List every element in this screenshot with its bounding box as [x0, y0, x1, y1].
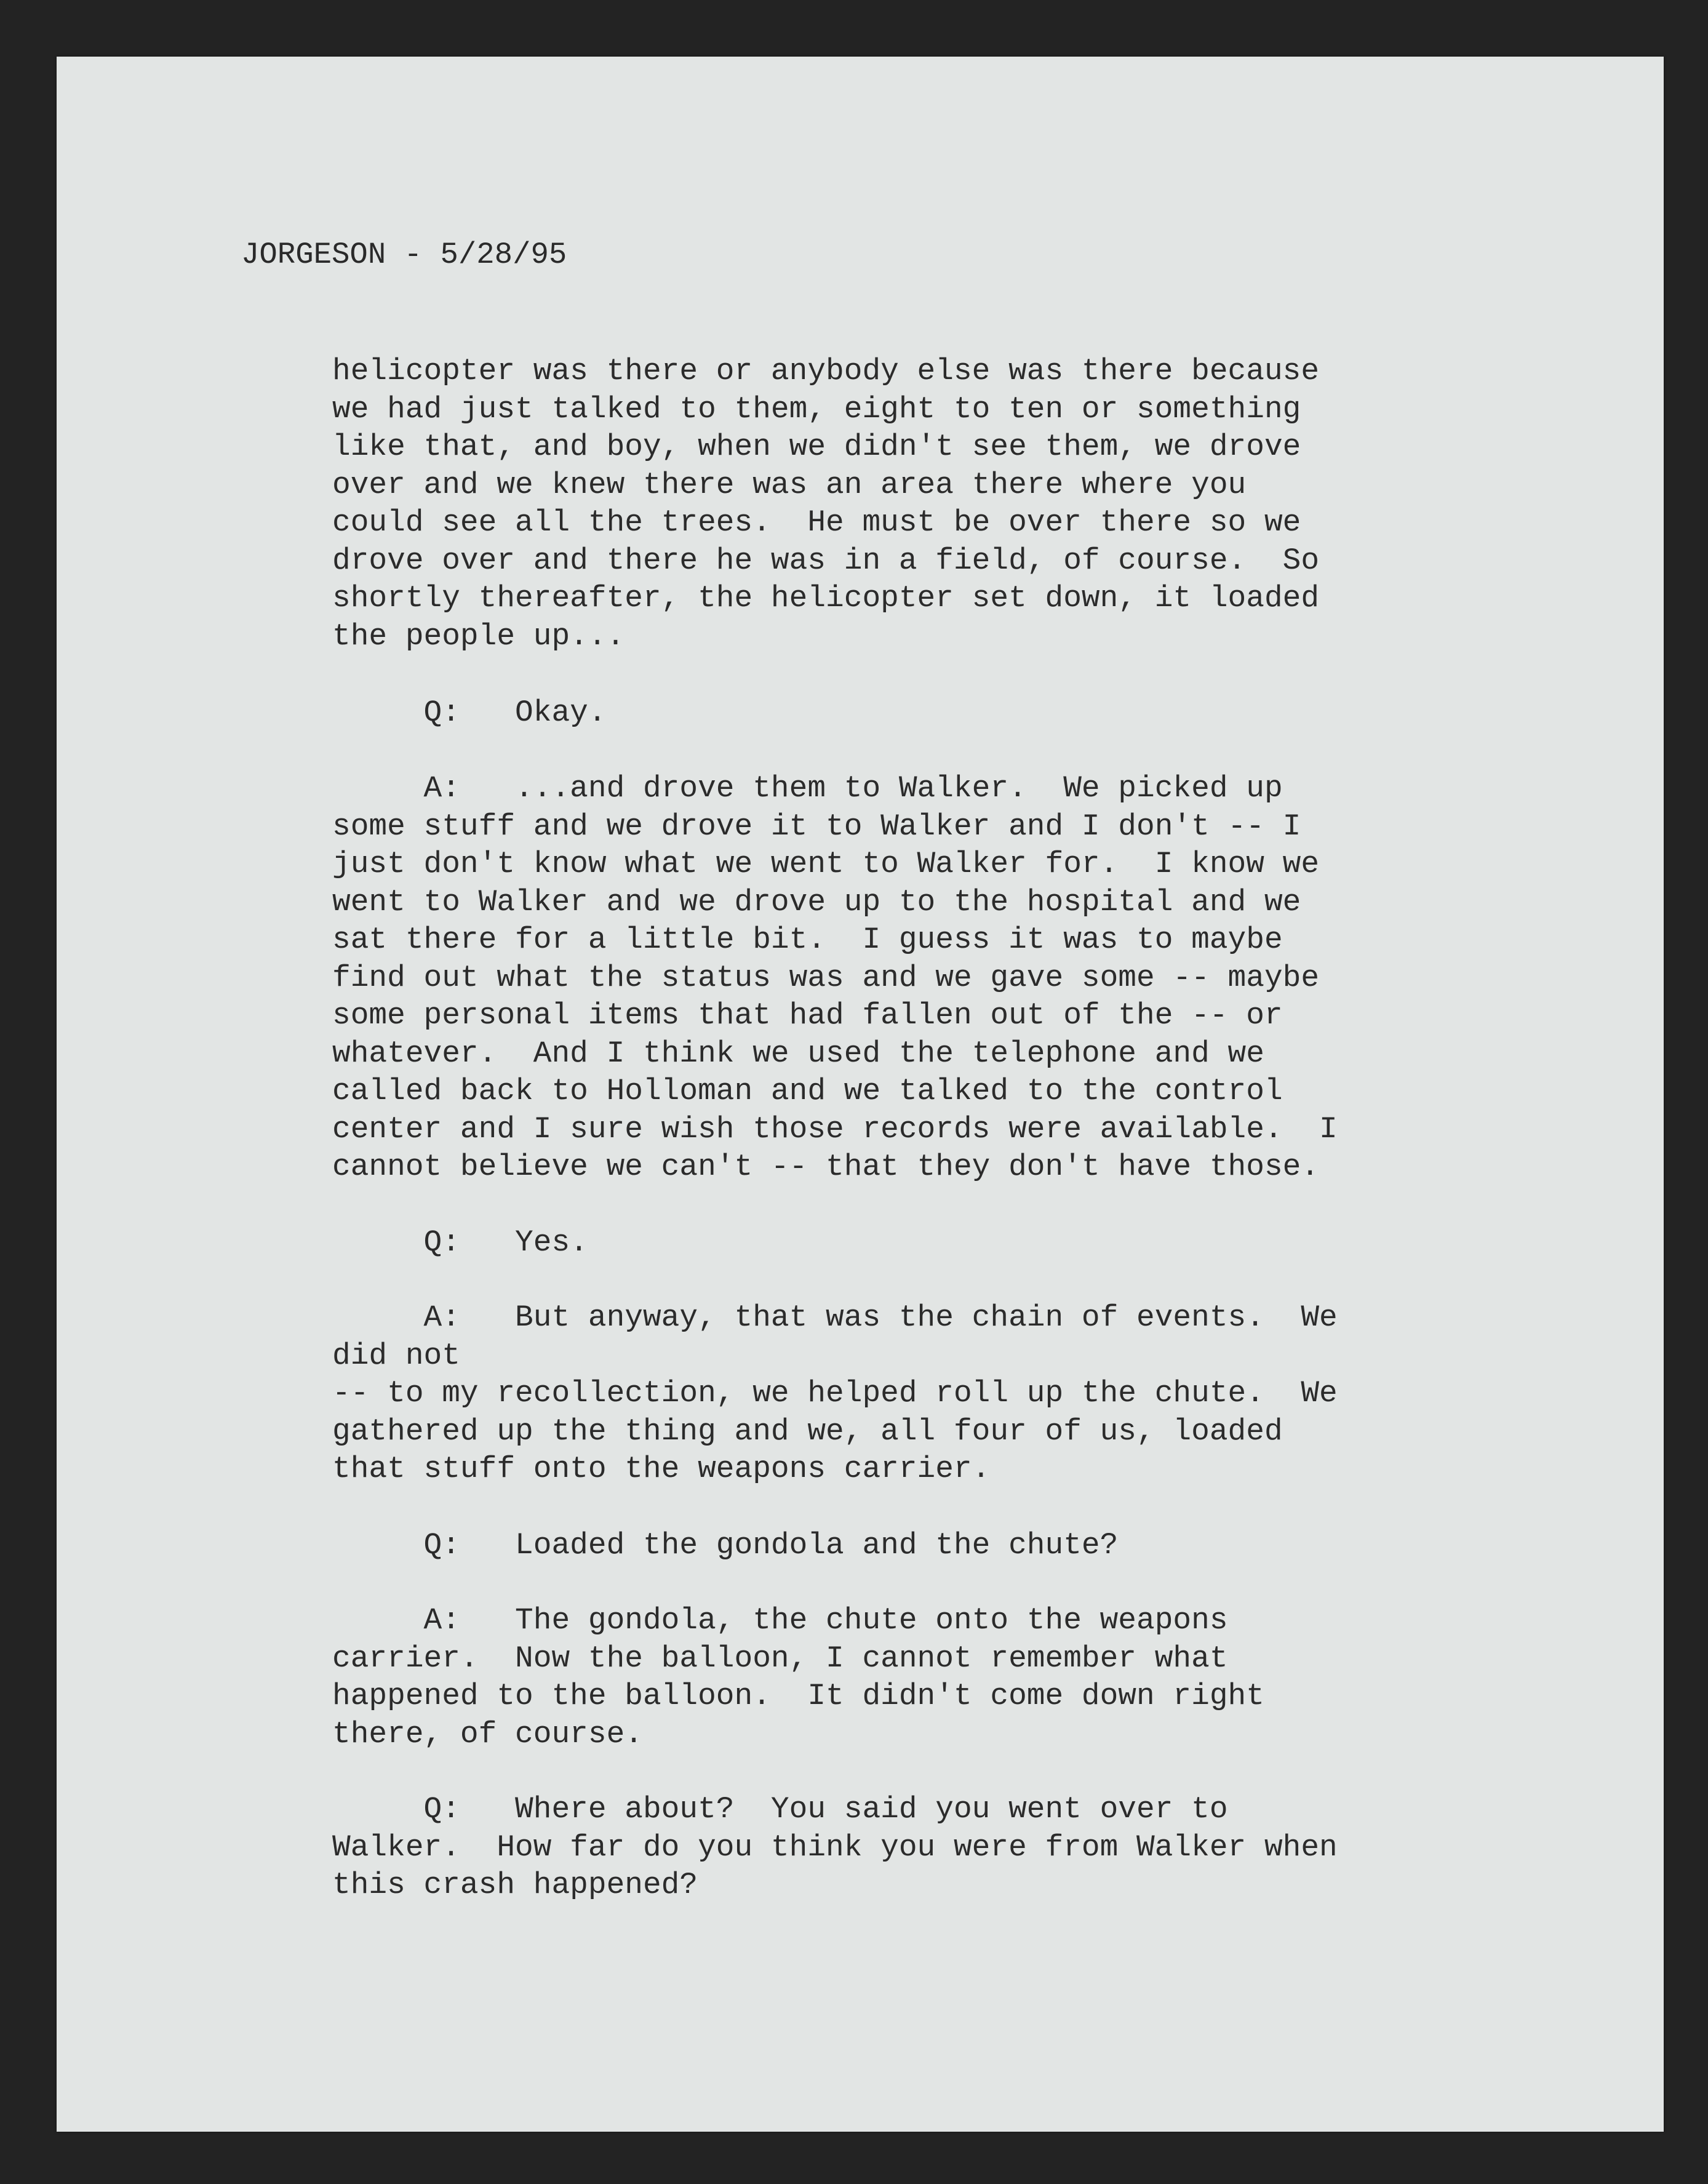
document-page — [57, 57, 1664, 2132]
paragraph-6: Q: Loaded the gondola and the chute? — [332, 1528, 1119, 1562]
paragraph-4: Q: Yes. — [332, 1225, 588, 1260]
page-header: JORGESON - 5/28/95 — [241, 238, 567, 272]
paragraph-1: helicopter was there or anybody else was there because we had just talked to them, eight to ten or something like that, and boy, when we didn't see them, we drove over and we knew there was an area there where you could see all the trees. He must be over there so we drove over and there he was in a field, of course. So shortly thereafter, the helicopter set down, it loaded the people up... — [332, 354, 1320, 654]
paragraph-2: Q: Okay. — [332, 695, 607, 730]
paragraph-8: Q: Where about? You said you went over to Walker. How far do you think you were from Walker when this crash happened? — [332, 1792, 1338, 1902]
paragraph-5: A: But anyway, that was the chain of events. We did not -- to my recollection, we helped roll up the chute. We gathered up the thing and we, all four of us, loaded that stuff onto the weapons carrier. — [332, 1300, 1338, 1486]
paragraph-3: A: ...and drove them to Walker. We picked up some stuff and we drove it to Walker and I don't -- I just don't know what we went to Walker for. I know we went to Walker and we drove up to the hospital and we sat there for a little bit. I guess it was to maybe find out what the status was and we gave some -- maybe some personal items that had fallen out of the -- or whatever. And I think we used the telephone and we called back to Holloman and we talked to the control center and I sure wish those records were available. I cannot believe we can't -- that they don't have those. — [332, 771, 1338, 1184]
paragraph-7: A: The gondola, the chute onto the weapons carrier. Now the balloon, I cannot remember what happened to the balloon. It didn't come down right there, of course. — [332, 1603, 1264, 1751]
